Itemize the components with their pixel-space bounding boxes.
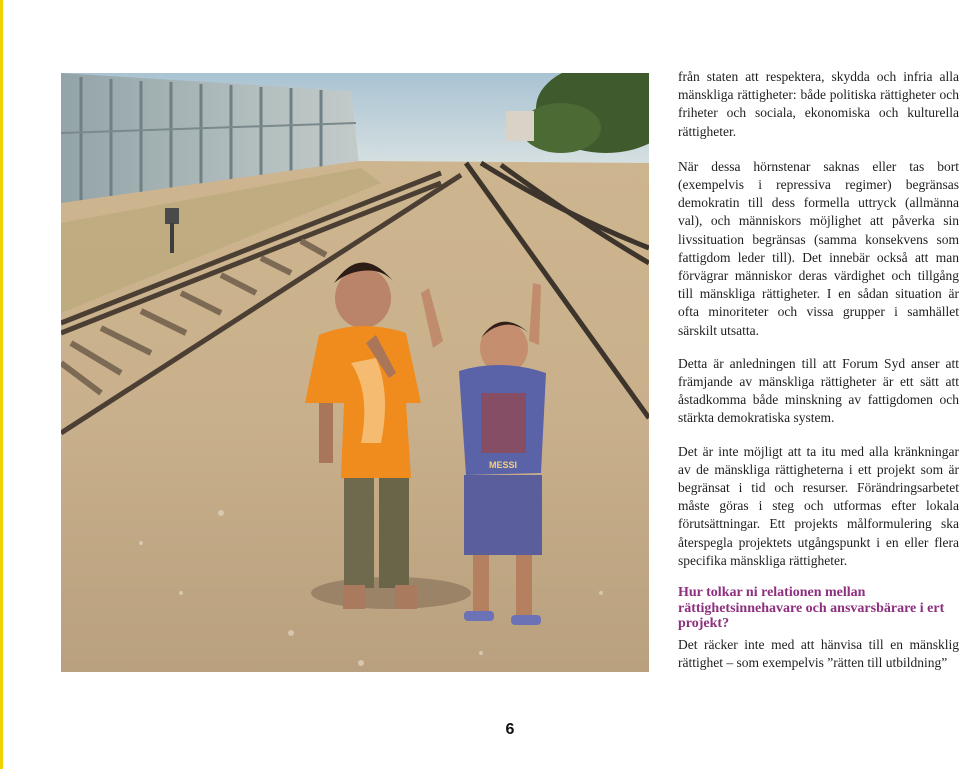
paragraph: När dessa hörnstenar saknas eller tas bort (exempelvis i repressiva regimer) begränsas demokratin till dess formella uttryck (allmänna val), och människors möjlighet att påverka sin livssituation begränsas (samma konsekvens som fattigdom leder till). Det innebär också att man förvägrar människor deras värdighet och tillgång till mänskliga rättigheter. I en sådan situation är ofta minoriteter och vissa grupper i samhället särskilt utsatta. [678,158,959,338]
question-heading: Hur tolkar ni relationen mellan rättighetsinnehavare och ansvarsbärare i ert projekt? [678,585,945,632]
photo-children-on-railway [61,73,649,672]
paragraph: från staten att respektera, skydda och infria alla mänskliga rättigheter: både politiska rättigheter och friheter och sociala, ekonomiska och kulturella rättigheter. [678,69,959,139]
paragraph: Detta är anledningen till att Forum Syd anser att främjande av mänskliga rättigheter är ett sätt att åstadkomma både minskning av fattigdomen och stärkta demokratiska system. [678,355,959,426]
paragraph: Det räcker inte med att hänvisa till en mänsklig rättighet – som exempelvis ”rätten till utbildning” [678,636,959,670]
page-number: 6 [505,721,515,738]
body-text-column [678,68,960,672]
accent-bar [0,0,3,769]
shirt-text: MESSI [488,460,518,470]
paragraph: Det är inte möjligt att ta itu med alla kränkningar av de mänskliga rättigheterna i ett projekt som är begränsat i tid och resurser. Förändringsarbetet måste göras i steg och utformas efter lokala förutsättningar. Ett projekts målformulering ska återspegla projektets utgångspunkt i en eller flera specifika mänskliga rättigheter. [678,443,959,568]
